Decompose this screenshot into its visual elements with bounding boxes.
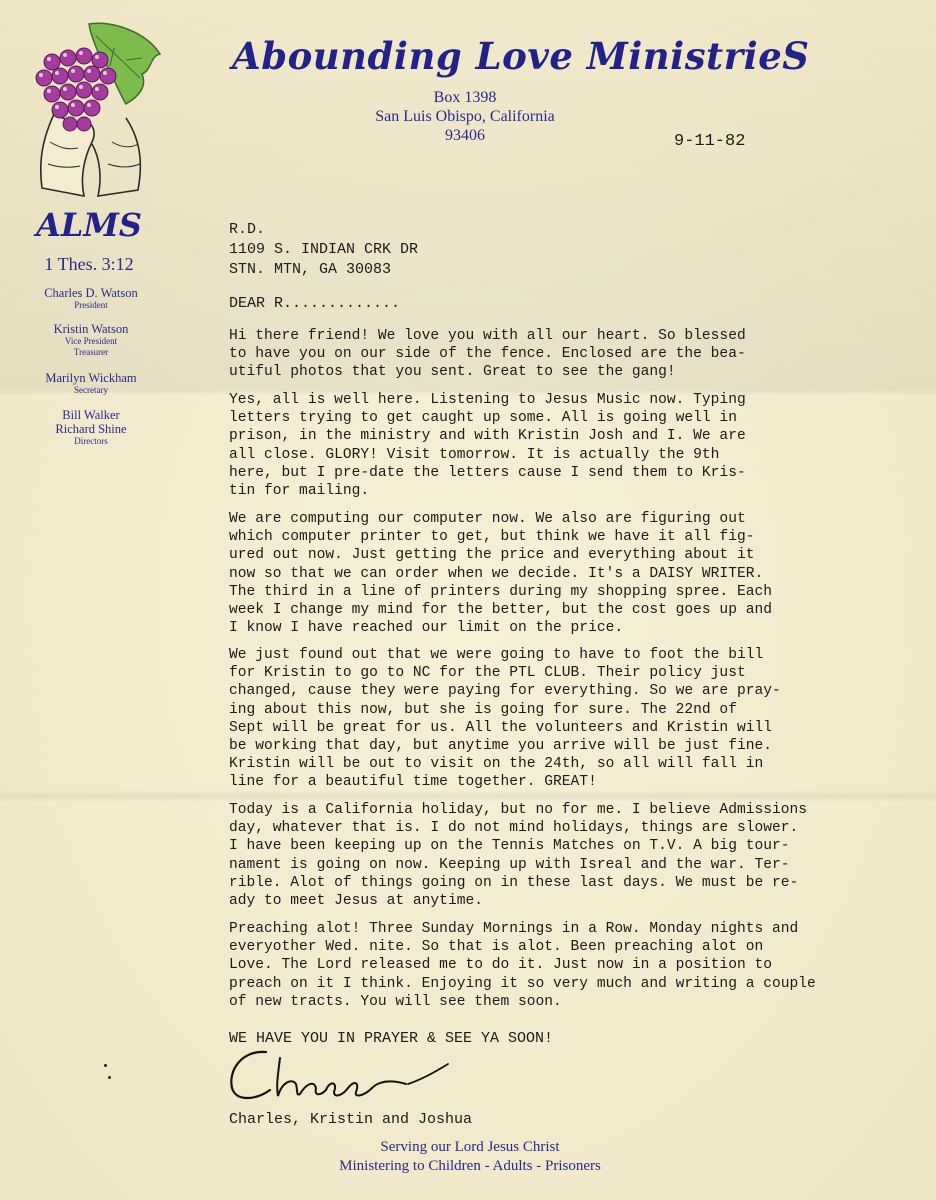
officer-secretary bbox=[18, 371, 164, 396]
closing-line: WE HAVE YOU IN PRAYER & SEE YA SOON! bbox=[229, 1030, 554, 1047]
ink-speck bbox=[104, 1064, 107, 1067]
officer-name: Charles D. Watson bbox=[44, 286, 138, 300]
paragraph-4: We just found out that we were going to have to foot the bill for Kristin to go to NC for the PTL CLUB. Their policy just changed, cause they were paying for everything. So we are pray- ing about this now, but she is going for sure. The 22nd of Sept will be great for us. All the volunteers and Kristin will be working that day, but anytime you arrive will be just fine. Kristin will be out to visit on the 24th, so all will fall in line for a beautiful time together. GREAT! bbox=[229, 647, 781, 791]
footer-line-2: Ministering to Children - Adults - Prisoners bbox=[339, 1158, 601, 1174]
recipient-name: R.D. bbox=[229, 221, 266, 238]
officer-role-2: Treasurer bbox=[73, 347, 109, 357]
letter-date: 9-11-82 bbox=[674, 132, 746, 151]
address-city: San Luis Obispo, California bbox=[375, 108, 555, 125]
paragraph-2: Yes, all is well here. Listening to Jesus Music now. Typing letters trying to get caught up some. All is going well in prison, in the ministry and with Kristin Josh and I. We are all close. GLORY! Visit tomorrow. It is actually the 9th here, but I pre-date the letters cause I send them to Kris- tin for mailing. bbox=[229, 392, 746, 500]
officer-vice-president bbox=[18, 322, 164, 358]
officer-role: Directors bbox=[74, 436, 108, 446]
officer-role: Vice President bbox=[64, 336, 118, 346]
recipient-city: STN. MTN, GA 30083 bbox=[229, 261, 392, 278]
ink-speck bbox=[108, 1076, 111, 1079]
address-zip: 93406 bbox=[445, 127, 485, 144]
officer-name: Kristin Watson bbox=[53, 322, 129, 336]
alms-title: ALMS bbox=[36, 206, 142, 244]
paragraph-3: We are computing our computer now. We also are figuring out which computer printer to get, but think we have it all fig- ured out now. Just getting the price and everything about it now so that we can order when we decide. It's a DAISY WRITER. The third in a line of printers during my shopping spree. Each week I change my mind for the better, but the cost goes up and I know I have reached our limit on the price. bbox=[229, 511, 772, 637]
scripture-verse: 1 Thes. 3:12 bbox=[44, 254, 134, 274]
recipient-street: 1109 S. INDIAN CRK DR bbox=[229, 241, 419, 258]
paragraph-6: Preaching alot! Three Sunday Mornings in a Row. Monday nights and everyother Wed. nite. So that is alot. Been preaching alot on Love. The Lord released me to do it. Just now in a position to preach on it I think. Enjoying it so very much and writing a couple of new tracts. You will see them soon. bbox=[229, 921, 816, 1010]
officer-role: Secretary bbox=[74, 385, 108, 395]
officer-name: Bill Walker bbox=[62, 408, 120, 422]
officer-president bbox=[18, 286, 164, 311]
officer-name: Marilyn Wickham bbox=[45, 371, 137, 385]
officer-directors bbox=[18, 408, 164, 447]
officer-role: President bbox=[74, 300, 108, 310]
paragraph-5: Today is a California holiday, but no for me. I believe Admissions day, whatever that is. I do not mind holidays, things are slower. I have been keeping up on the Tennis Matches on T.V. A big tour- nament is going on now. Keeping up with Isreal and the war. Ter- rible. Alot of things going on in these last days. We must be re- ady to meet Jesus at anytime. bbox=[229, 802, 808, 910]
handwritten-signature bbox=[222, 1040, 462, 1112]
grapes-hands-logo bbox=[14, 18, 164, 200]
paragraph-1: Hi there friend! We love you with all our heart. So blessed to have you on our side of the fence. Enclosed are the bea- utiful photos that you sent. Great to see the gang! bbox=[229, 328, 746, 381]
signed-names: Charles, Kristin and Joshua bbox=[229, 1111, 473, 1128]
address-box: Box 1398 bbox=[433, 89, 497, 106]
salutation: DEAR R............. bbox=[229, 295, 401, 312]
officer-name-2: Richard Shine bbox=[55, 422, 127, 436]
footer-line-1: Serving our Lord Jesus Christ bbox=[380, 1139, 560, 1155]
org-name: Abounding Love MinistrieS bbox=[232, 34, 810, 78]
